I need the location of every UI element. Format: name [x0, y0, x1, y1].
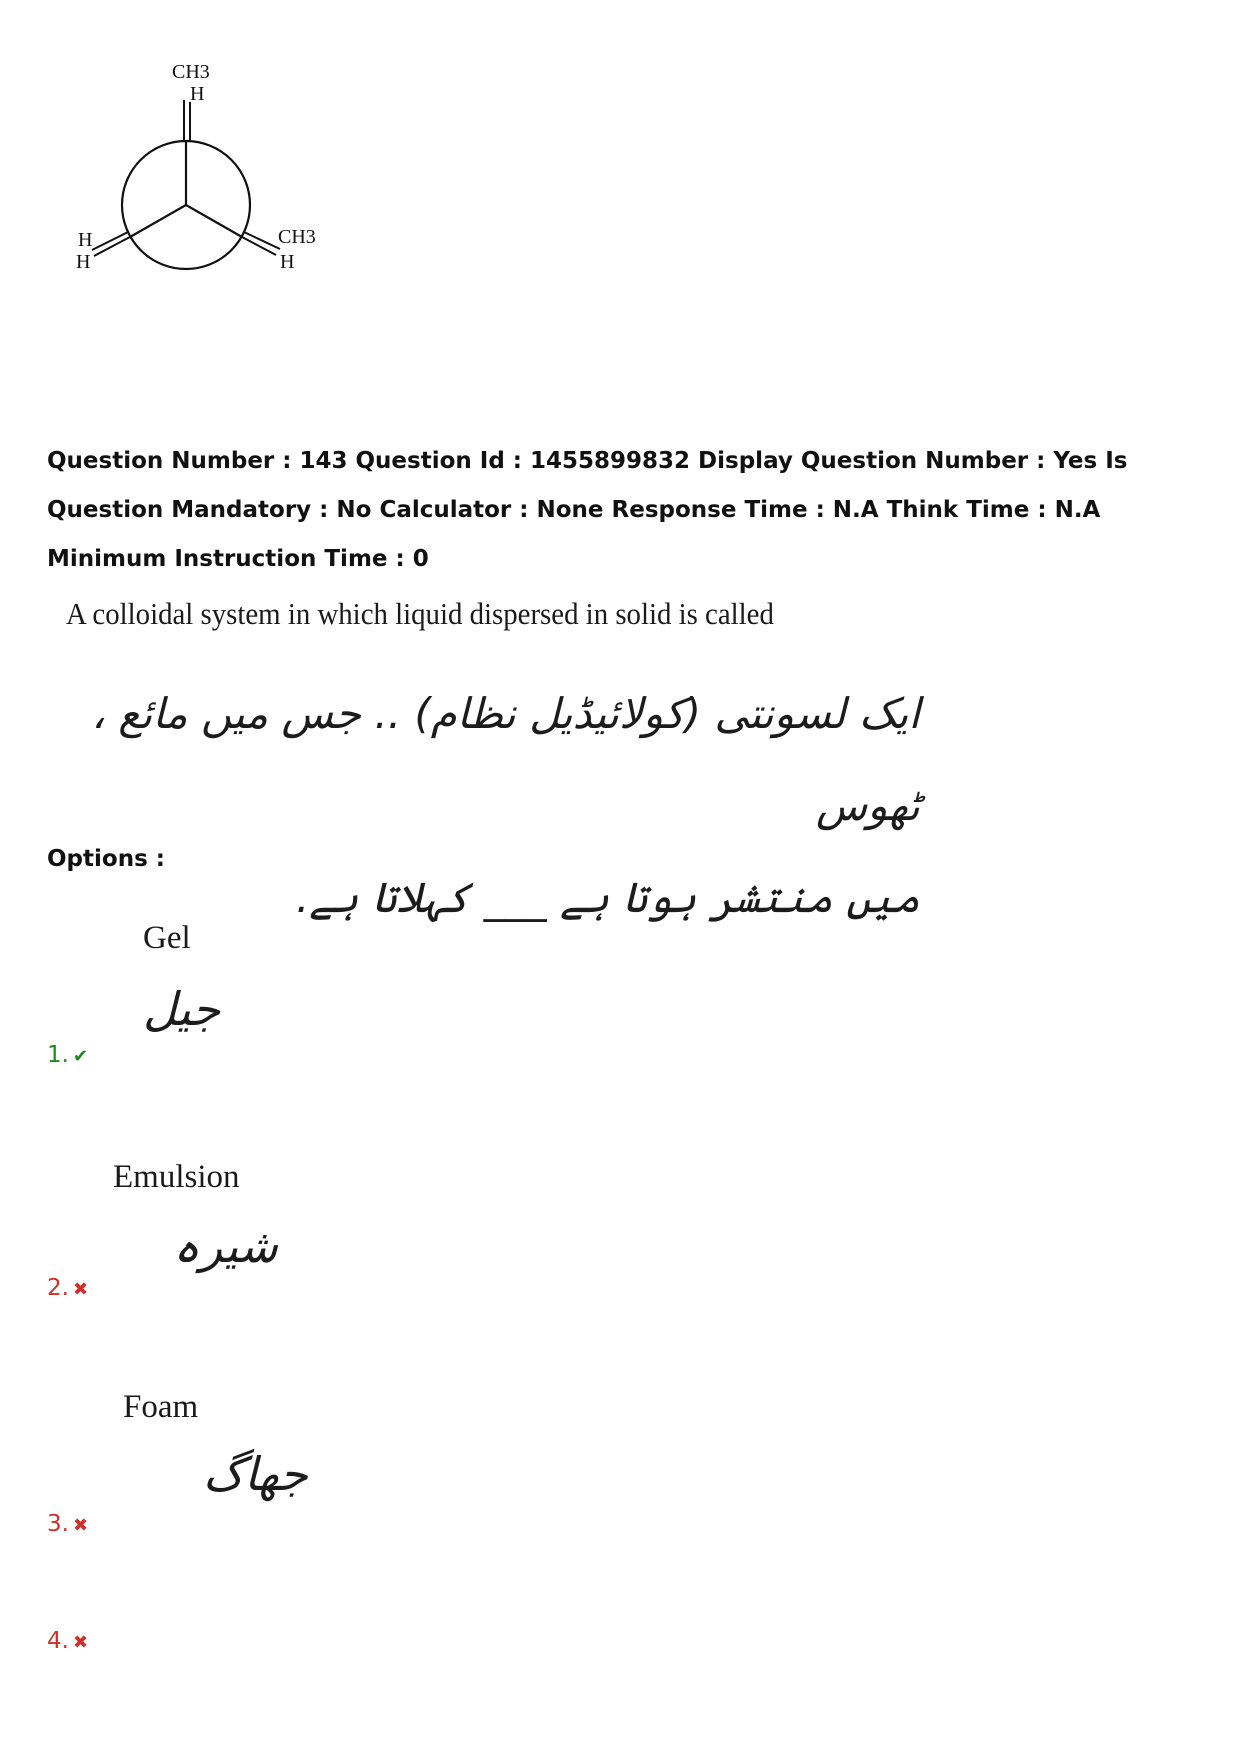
option-4 — [47, 1628, 447, 1668]
question-text-urdu — [50, 668, 920, 944]
cross-icon: ✖ — [72, 1279, 89, 1300]
option-1 — [47, 920, 447, 1080]
option-1-number — [47, 1042, 88, 1068]
newman-projection-figure — [60, 60, 350, 300]
top-label-line1: CH3 — [172, 61, 210, 83]
option-2-number-text: 2. — [47, 1275, 69, 1301]
options-label: Options : — [47, 846, 165, 872]
check-icon: ✔ — [72, 1046, 89, 1067]
option-3-urdu: جھاگ — [203, 1447, 308, 1501]
question-text-english: A colloidal system in which liquid dispersed in solid is called — [66, 596, 774, 631]
question-metadata: Question Number : 143 Question Id : 1455899832 Display Question Number : Yes Is Question Mandatory : No Calculator : None Response Time : N.A Think Time : N.A Minimum Instruction Time : 0 — [47, 448, 1128, 572]
question-urdu-line-2: میں منتشر ہوتا ہے ___ کہلاتا ہے. — [295, 873, 920, 922]
option-4-number — [47, 1628, 88, 1654]
cross-icon: ✖ — [72, 1632, 89, 1653]
left-label-line2: H — [76, 251, 91, 273]
option-3-number — [47, 1511, 88, 1537]
option-2 — [47, 1159, 447, 1319]
left-label-line1: H — [78, 229, 93, 251]
option-3-english: Foam — [123, 1389, 199, 1425]
option-2-english: Emulsion — [113, 1159, 240, 1195]
option-1-english: Gel — [143, 920, 191, 956]
option-4-number-text: 4. — [47, 1628, 69, 1654]
front-bond-right — [186, 205, 242, 237]
newman-projection-svg — [60, 60, 350, 300]
option-2-urdu: شیرہ — [173, 1219, 278, 1273]
right-label-line2: H — [280, 251, 295, 273]
cross-icon: ✖ — [72, 1515, 89, 1536]
option-1-urdu: جیل — [143, 982, 221, 1036]
front-bond-left — [130, 205, 186, 237]
option-1-number-text: 1. — [47, 1042, 69, 1068]
option-3-number-text: 3. — [47, 1511, 69, 1537]
question-urdu-line-1: ایک لسونتی (کولائیڈیل نظام) .. جس میں مائع ، ٹھوس — [91, 689, 920, 830]
option-2-number — [47, 1275, 88, 1301]
option-3 — [47, 1389, 447, 1549]
top-label-line2: H — [190, 83, 205, 105]
right-label-line1: CH3 — [278, 226, 316, 248]
